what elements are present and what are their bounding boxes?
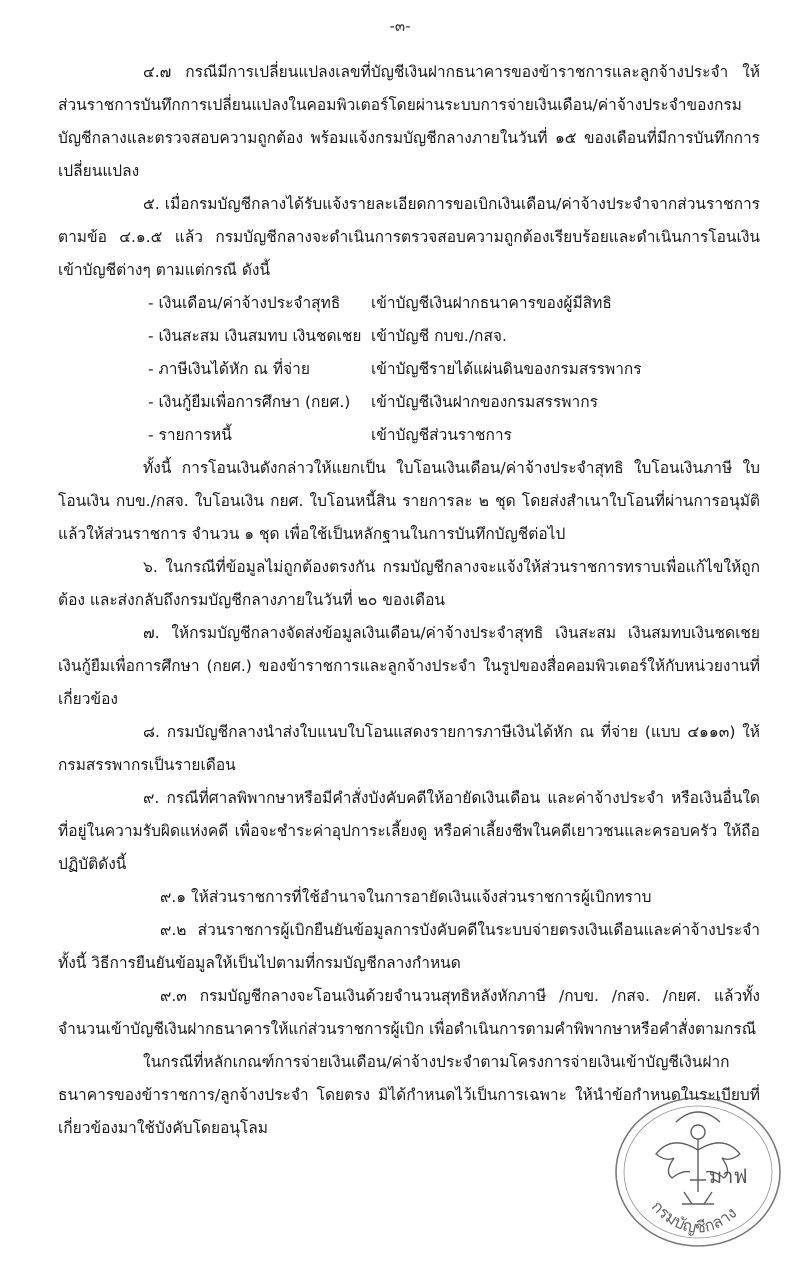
transfer-item: - เงินกู้ยืมเพื่อการศึกษา (กยศ.) — [148, 393, 351, 411]
paragraph-7: ๗. ให้กรมบัญชีกลางจัดส่งข้อมูลเงินเดือน/ค่าจ้างประจำสุทธิ เงินสะสม เงินสมทบเงินชดเชย เงินกู้ยืมเพื่อการศึกษา (กยศ.) ของข้าราชการและลูกจ้างประจำ ในรูปของสื่อคอมพิวเตอร์ให้กับหน่วยงานที่เกี่ยวข้อง — [58, 624, 760, 708]
paragraph-9: ๙. กรณีที่ศาลพิพากษาหรือมีคำสั่งบังคับคดีให้อายัดเงินเดือน และค่าจ้างประจำ หรือเงินอื่นใดที่อยู่ในความรับผิดแห่งคดี เพื่อจะชำระค่าอุปการะเลี้ยงดู หรือค่าเลี้ยงชีพในคดีเยาวชนและครอบครัว ให้ถือปฏิบัติดังนี้ — [58, 789, 760, 873]
department-seal — [612, 1092, 788, 1252]
paragraph-9-1: ๙.๑ ให้ส่วนราชการที่ใช้อำนาจในการอายัดเงินแจ้งส่วนราชการผู้เบิกทราบ — [160, 888, 652, 906]
list-item — [58, 320, 760, 353]
transfer-list — [58, 287, 760, 452]
transfer-account: เข้าบัญชีส่วนราชการ — [371, 426, 512, 444]
seal-text: กรมบัญชีกลาง — [647, 1196, 741, 1237]
svg-text:กรมบัญชีกลาง — [648, 1197, 740, 1237]
garuda-emblem-icon — [656, 1112, 740, 1204]
paragraph-5: ๕. เมื่อกรมบัญชีกลางได้รับแจ้งรายละเอียดการขอเบิกเงินเดือน/ค่าจ้างประจำจากส่วนราชการตามข้อ ๔.๑.๕ แล้ว กรมบัญชีกลางจะดำเนินการตรวจสอบความถูกต้องเรียบร้อยและดำเนินการโอนเงินเข้าบัญชีต่างๆ ตามแต่กรณี ดังนี้ — [58, 195, 760, 279]
transfer-account: เข้าบัญชี กบข./กสจ. — [371, 327, 507, 345]
paragraph-9-2: ๙.๒ ส่วนราชการผู้เบิกยืนยันข้อมูลการบังคับคดีในระบบจ่ายตรงเงินเดือนและค่าจ้างประจำ ทั้งนี้ วิธีการยืนยันข้อมูลให้เป็นไปตามที่กรมบัญชีกลางกำหนด — [58, 921, 760, 972]
paragraph-9-3: ๙.๓ กรมบัญชีกลางจะโอนเงินด้วยจำนวนสุทธิหลังหักภาษี /กบข. /กสจ. /กยศ. แล้วทั้งจำนวนเข้าบัญชีเงินฝากธนาคารให้แก่ส่วนราชการผู้เบิก เพื่อดำเนินการตามคำพิพากษาหรือคำสั่งตามกรณี — [58, 987, 760, 1038]
paragraph-4-7: ๔.๗ กรณีมีการเปลี่ยนแปลงเลขที่บัญชีเงินฝากธนาคารของข้าราชการและลูกจ้างประจำ ให้ส่วนราชการบันทึกการเปลี่ยนแปลงในคอมพิวเตอร์โดยผ่านระบบการจ่ายเงินเดือน/ค่าจ้างประจำของกรมบัญชีกลางและตรวจสอบความถูกต้อง พร้อมแจ้งกรมบัญชีกลางภายในวันที่ ๑๕ ของเดือนที่มีการบันทึกการเปลี่ยนแปลง — [58, 63, 760, 180]
list-item — [58, 287, 760, 320]
list-item — [58, 419, 760, 452]
list-item — [58, 386, 760, 419]
list-item — [58, 353, 760, 386]
page-number: -๓- — [389, 17, 411, 35]
seal-signature: มาฟ — [709, 1164, 748, 1188]
transfer-item: - เงินสะสม เงินสมทบ เงินชดเชย — [148, 327, 362, 345]
paragraph-8: ๘. กรมบัญชีกลางนำส่งใบแนบใบโอนแสดงรายการภาษีเงินได้หัก ณ ที่จ่าย (แบบ ๔๑๑๓) ให้กรมสรรพากรเป็นรายเดือน — [58, 723, 760, 774]
transfer-account: เข้าบัญชีเงินฝากของกรมสรรพากร — [371, 393, 598, 411]
paragraph-5-note: ทั้งนี้ การโอนเงินดังกล่าวให้แยกเป็น ใบโอนเงินเดือน/ค่าจ้างประจำสุทธิ ใบโอนเงินภาษี ใบโอนเงิน กบข./กสจ. ใบโอนเงิน กยศ. ใบโอนหนี้สิน รายการละ ๒ ชุด โดยส่งสำเนาใบโอนที่ผ่านการอนุมัติแล้วให้ส่วนราชการ จำนวน ๑ ชุด เพื่อใช้เป็นหลักฐานในการบันทึกบัญชีต่อไป — [58, 459, 760, 543]
transfer-item: - ภาษีเงินได้หัก ณ ที่จ่าย — [148, 360, 310, 378]
transfer-item: - รายการหนี้ — [148, 426, 232, 444]
document-body — [58, 56, 760, 1145]
paragraph-6: ๖. ในกรณีที่ข้อมูลไม่ถูกต้องตรงกัน กรมบัญชีกลางจะแจ้งให้ส่วนราชการทราบเพื่อแก้ไขให้ถูกต้อง และส่งกลับถึงกรมบัญชีกลางภายในวันที่ ๒๐ ของเดือน — [58, 558, 760, 609]
transfer-item: - เงินเดือน/ค่าจ้างประจำสุทธิ — [148, 294, 341, 312]
transfer-account: เข้าบัญชีเงินฝากธนาคารของผู้มีสิทธิ — [371, 294, 612, 312]
closing-paragraph: ในกรณีที่หลักเกณฑ์การจ่ายเงินเดือน/ค่าจ้างประจำตามโครงการจ่ายเงินเข้าบัญชีเงินฝากธนาคารของข้าราชการ/ลูกจ้างประจำ โดยตรง มิได้กำหนดไว้เป็นการเฉพาะ ให้นำข้อกำหนดในระเบียบที่เกี่ยวข้องมาใช้บังคับโดยอนุโลม — [58, 1053, 760, 1137]
transfer-account: เข้าบัญชีรายได้แผ่นดินของกรมสรรพากร — [371, 360, 642, 378]
